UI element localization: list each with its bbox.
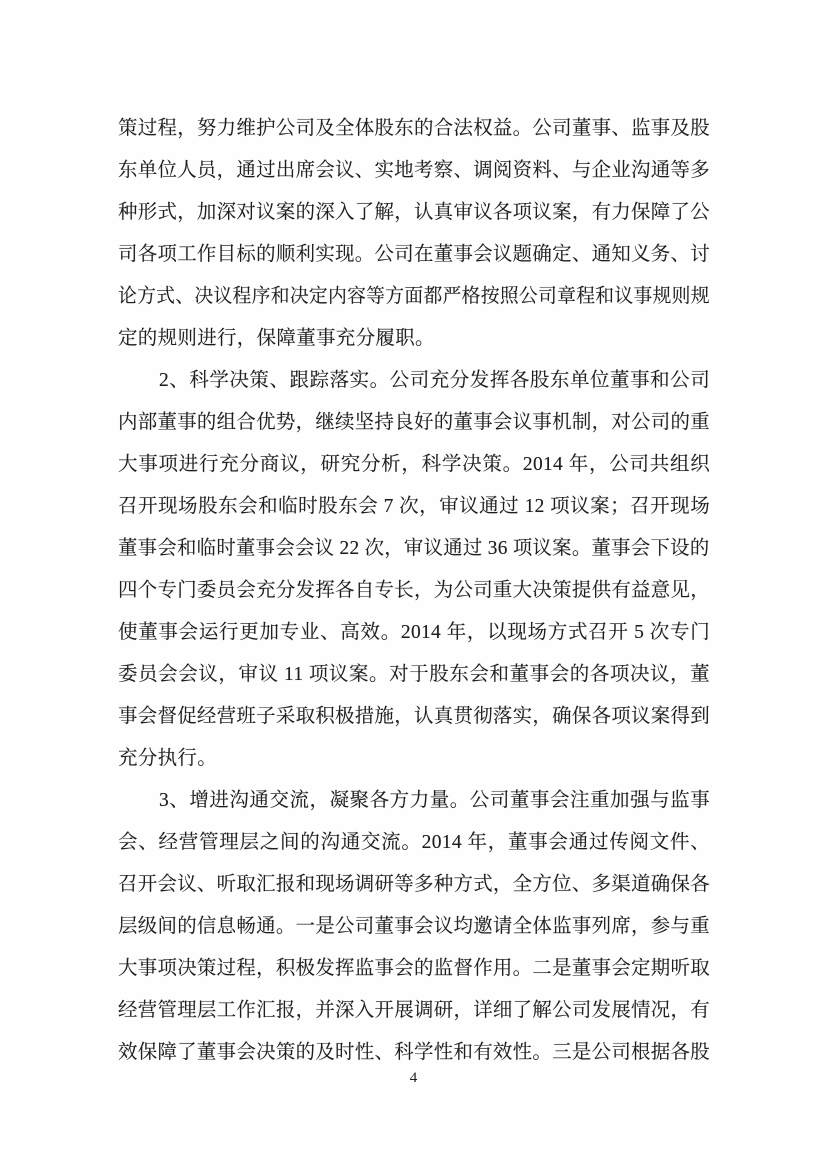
page-number: 4 [409,1070,418,1086]
text-line: 内部董事的组合优势，继续坚持良好的董事会议事机制，对公司的重 [118,412,710,433]
text-line: 2、科学决策、跟踪落实。公司充分发挥各股东单位董事和公司 [159,370,710,391]
text-line: 大事项进行充分商议，研究分析，科学决策。2014 年，公司共组织 [118,454,710,475]
text-line: 种形式，加深对议案的深入了解，认真审议各项议案，有力保障了公 [118,202,710,223]
text-line: 司各项工作目标的顺利实现。公司在董事会议题确定、通知义务、讨 [118,244,710,265]
text-line: 大事项决策过程，积极发挥监事会的监督作用。二是董事会定期听取 [118,958,710,979]
text-line: 事会督促经营班子采取积极措施，认真贯彻落实，确保各项议案得到 [118,706,710,727]
text-line: 策过程，努力维护公司及全体股东的合法权益。公司董事、监事及股 [118,118,710,139]
text-line: 东单位人员，通过出席会议、实地考察、调阅资料、与企业沟通等多 [118,160,710,181]
document-body [118,108,710,1074]
text-line: 充分执行。 [118,748,218,769]
text-line: 四个专门委员会充分发挥各自专长，为公司重大决策提供有益意见， [118,580,710,601]
text-line: 定的规则进行，保障董事充分履职。 [118,328,435,349]
text-line: 层级间的信息畅通。一是公司董事会议均邀请全体监事列席，参与重 [118,916,710,937]
text-line: 委员会会议，审议 11 项议案。对于股东会和董事会的各项决议，董 [118,664,710,685]
text-line: 经营管理层工作汇报，并深入开展调研，详细了解公司发展情况，有 [118,1000,710,1021]
text-line: 召开会议、听取汇报和现场调研等多种方式，全方位、多渠道确保各 [118,874,710,895]
text-line: 会、经营管理层之间的沟通交流。2014 年，董事会通过传阅文件、 [118,832,710,853]
text-line: 效保障了董事会决策的及时性、科学性和有效性。三是公司根据各股 [118,1042,710,1063]
text-line: 使董事会运行更加专业、高效。2014 年，以现场方式召开 5 次专门 [118,622,710,643]
paragraph-2 [118,360,710,780]
text-line: 论方式、决议程序和决定内容等方面都严格按照公司章程和议事规则规 [118,286,710,307]
paragraph-1 [118,108,710,360]
text-line: 3、增进沟通交流，凝聚各方力量。公司董事会注重加强与监事 [159,790,710,811]
paragraph-3 [118,780,710,1074]
text-line: 召开现场股东会和临时股东会 7 次，审议通过 12 项议案；召开现场 [118,496,710,517]
text-line: 董事会和临时董事会会议 22 次，审议通过 36 项议案。董事会下设的 [118,538,710,559]
